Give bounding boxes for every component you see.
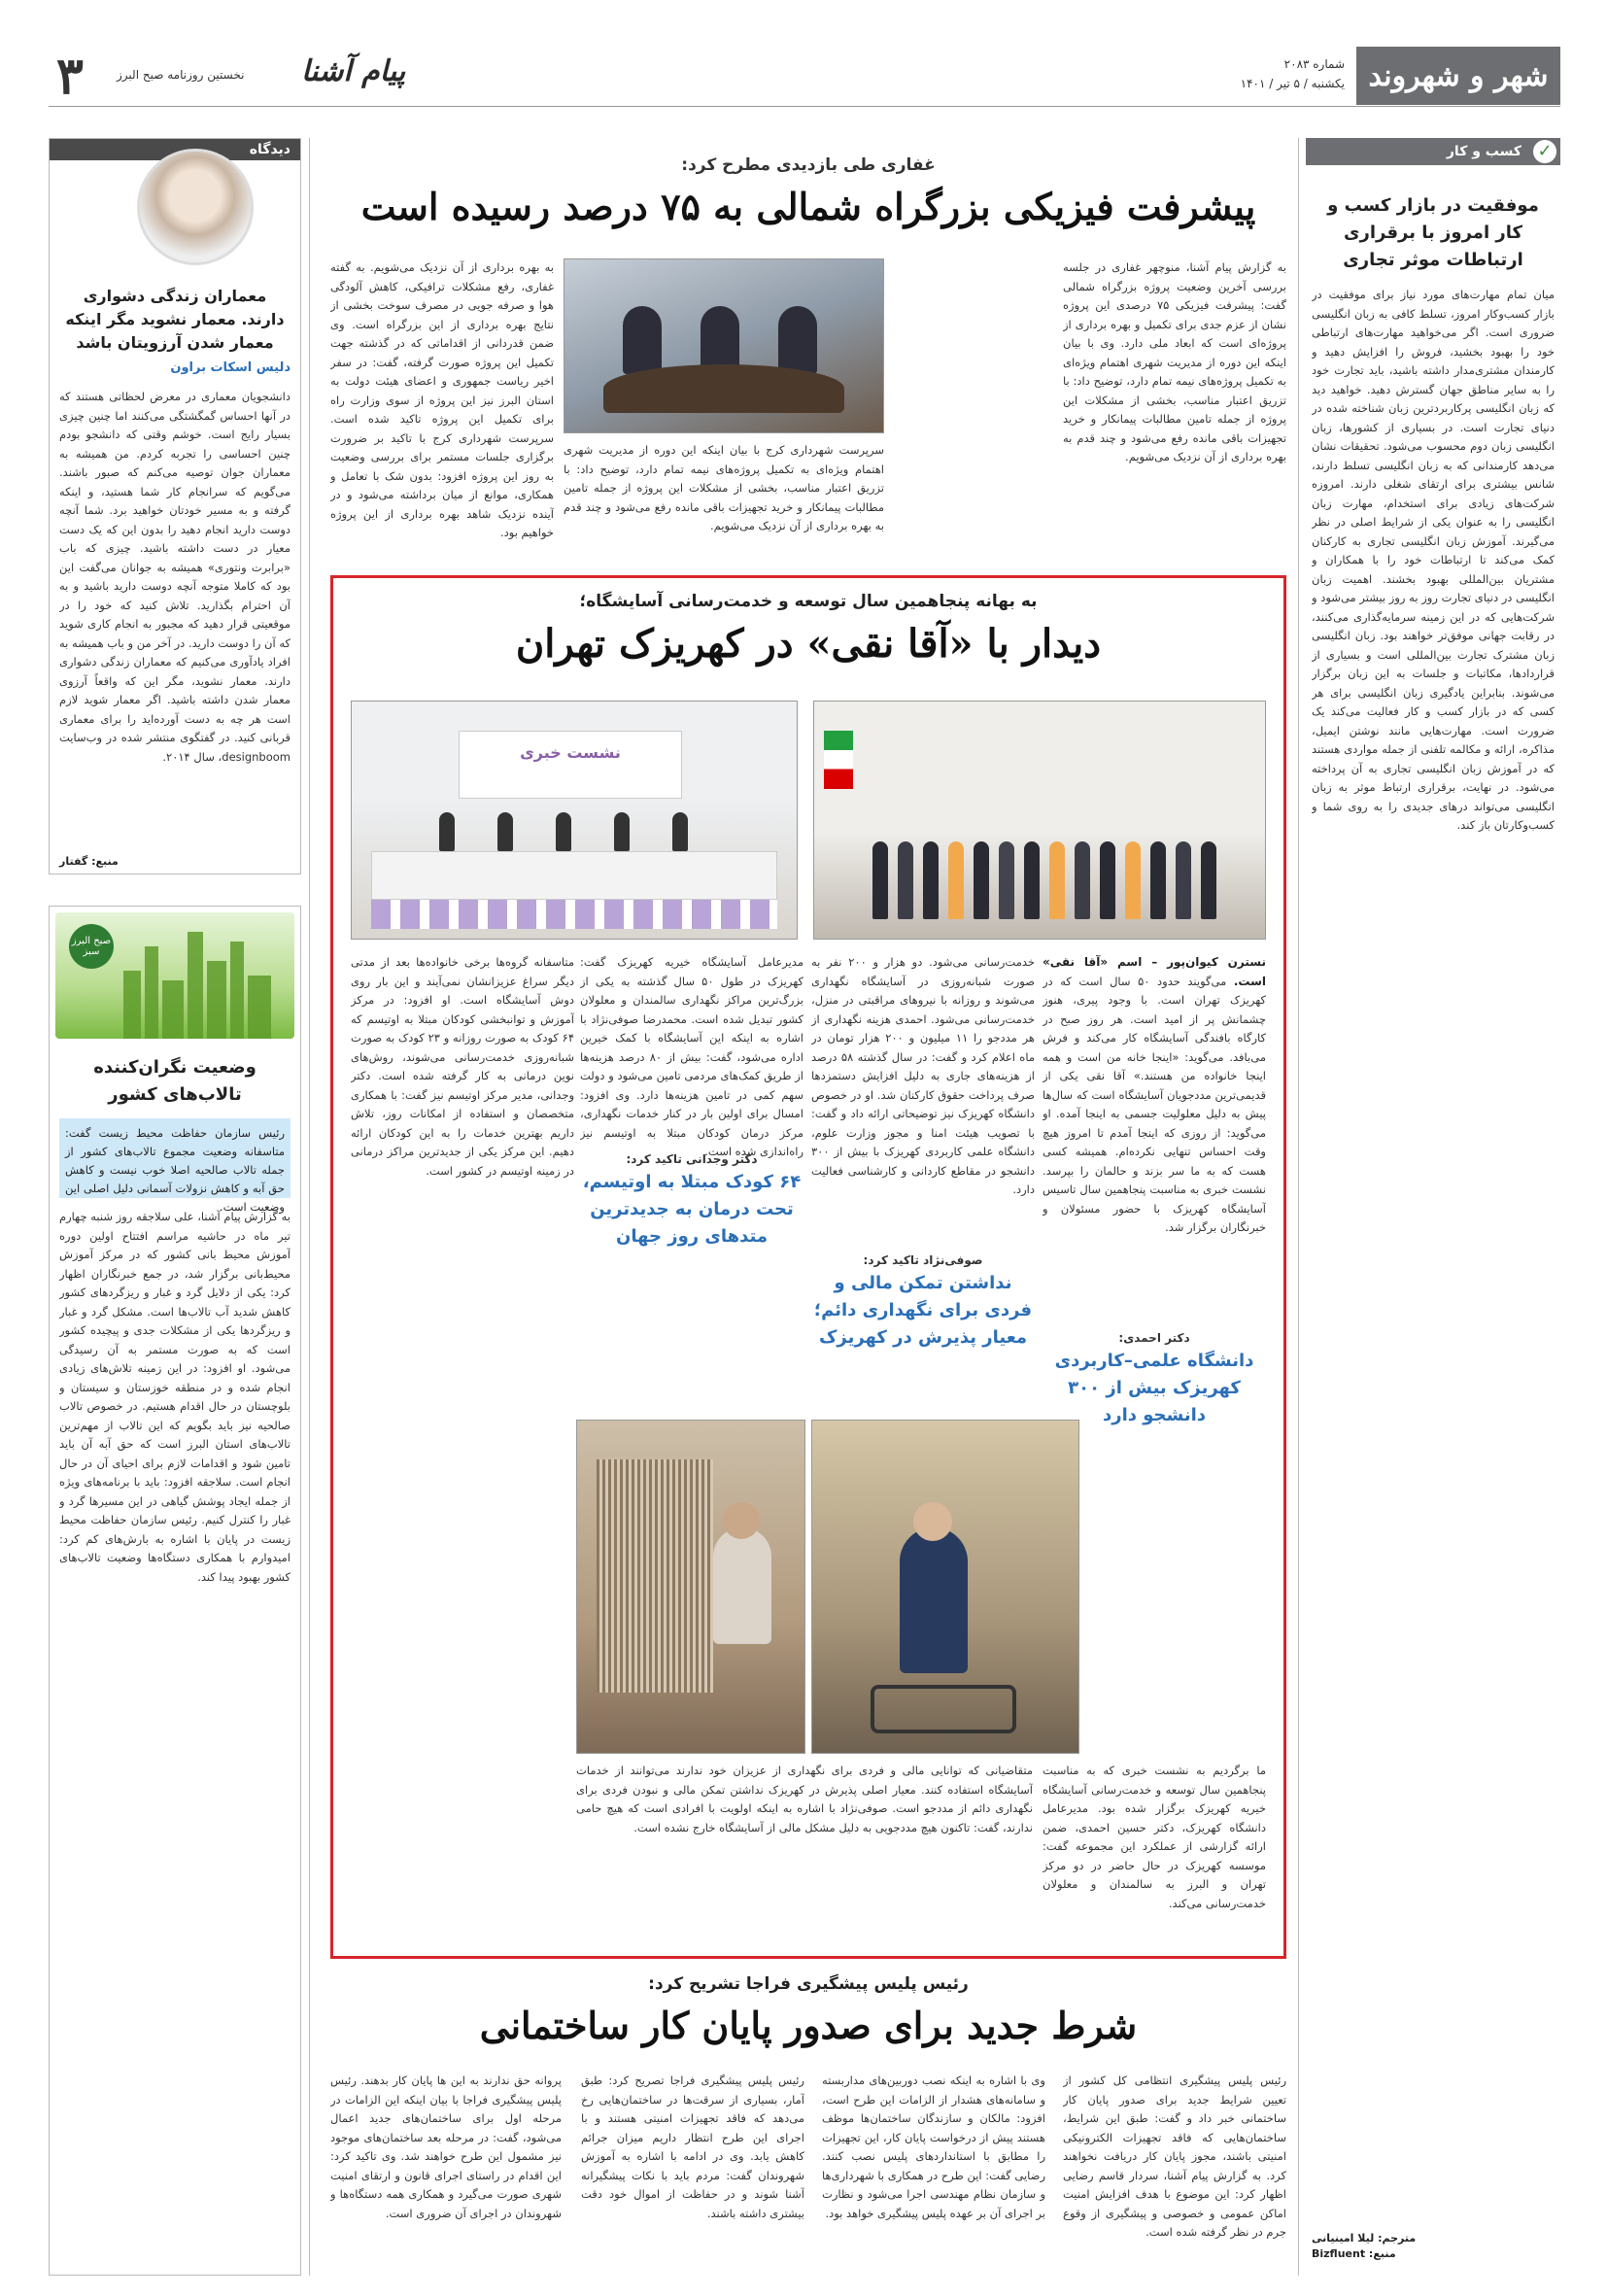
press-conference-photo [351,701,798,940]
main-content [321,138,1296,2276]
article2-col1-text: می‌گویند حدود ۵۰ سال است که در کهریزک تهران است. با وجود پیری، هنوز چشمانش پر از امید است. هر روز صبح در کارگاه بافندگی آسایشگاه کار می‌کند و فرش می‌بافد. می‌گوید: «اینجا خانه من است و همه اینجا خانواده من هستند.» آقا نقی یکی از قدیمی‌ترین مددجویان آسایشگاه است که سال‌ها پیش به دلیل معلولیت جسمی به اینجا آمده. او می‌گوید: از روزی که اینجا آمدم تا امروز هیچ وقت احساس تنهایی نکرده‌ام. همیشه کسی هست که به ما سر بزند و حالمان را بپرسد. نشست خبری به مناسبت پنجاهمین سال تاسیس آسایشگاه کهریزک با حضور مسئولان و خبرنگاران برگزار شد. [1043,974,1266,1234]
article2-kicker: به بهانه پنجاهمین سال توسعه و خدمت‌رسانی آسایشگاه؛ [579,592,1038,611]
wetlands-lead: رئیس سازمان حفاظت محیط زیست گفت: متاسفانه وضعیت مجموع تالاب‌های کشور از جمله تالاب صالحیه اصلا خوب نیست و کاهش حق آبه و کاهش نزولات آسمانی دلیل اصلی این وضعیت است. [59,1118,291,1198]
business-category-bar [1306,138,1560,165]
right-column [1306,138,1560,2276]
business-body: میان تمام مهارت‌های مورد نیاز برای موفقیت در بازار کسب‌وکار امروز، تسلط کافی به زبان انگلیسی ضروری است. اگر می‌خواهید مهارت‌های ارتباطی خود را بهبود بخشید، فروش را افزایش دهید و کارمندان مشتری‌مدار داشته باشید، باید تجارت خود را به سایر مناطق جهان گسترش دهید. خواهید دید که زبان انگلیسی پرکاربردترین زبان شناخته شده در دنیای تجارت است. در بسیاری از کشورها، زبان انگلیسی زبان دوم محسوب می‌شود. تحقیقات نشان می‌دهد کارمندانی که به زبان انگلیسی تسلط دارند، شانس بیشتری برای ارتقای شغلی دارند. امروزه شرکت‌های زیادی برای استخدام، مهارت زبان انگلیسی را به عنوان یکی از شرایط اصلی در نظر می‌گیرند. آموزش زبان انگلیسی تجاری به کارکنان کمک می‌کند تا ارتباطات خود را با همکاران و مشتریان بین‌المللی بهبود بخشند. اهمیت زبان انگلیسی در دنیای تجارت روز به روز بیشتر می‌شود و شرکت‌هایی که در این زمینه سرمایه‌گذاری می‌کنند، در رقابت جهانی موفق‌تر خواهند بود. زبان انگلیسی زبان مشترک تجارت بین‌المللی است و بسیاری از قراردادها، مکاتبات و جلسات به این زبان برگزار می‌شوند. بنابراین یادگیری زبان انگلیسی برای هر کسی که در بازار کسب‌ و کار فعالیت می‌کند یک ضرورت است. مهارت‌هایی مانند نوشتن ایمیل، مذاکره، ارائه و مکالمه تلفنی از جمله مواردی هستند که در آموزش زبان انگلیسی تجاری به آن پرداخته می‌شود. در نهایت، برقراری ارتباط موثر به زبان انگلیسی می‌تواند درهای جدیدی را به روی شما و کسب‌وکارتان باز کند. [1312,288,1555,832]
article2-col2: خدمت‌رسانی می‌شود. دو هزار و ۲۰۰ نفر به صورت شبانه‌روزی در آسایشگاه نگهداری می‌شوند و روزانه با نیروهای مراقبتی در منزل، خدمت‌رسانی می‌شود. احمدی هزینه نگهداری از هر مددجو را ۱۱ میلیون و ۲۰۰ هزار تومان در ماه اعلام کرد و گفت: در سال گذشته ۵۸ درصد از هزینه‌های جاری به دلیل افزایش دستمزدها صرف پرداخت حقوق کارکنان شد. او در خصوص دانشگاه کهریزک نیز توضیحاتی ارائه داد و گفت: با تصویب هیئت امنا و مجوز وزارت علوم، دانشگاه علمی کاربردی کهریزک با بیش از ۳۰۰ دانشجو در مقاطع کاردانی و کارشناسی فعالیت دارد. [811,955,1035,1196]
left-column [49,138,301,2276]
check-icon: ✓ [1533,140,1556,163]
group-photo [813,701,1266,940]
article1-kicker: غفاری طی بازدیدی مطرح کرد: [681,155,936,175]
opinion-category: دیدگاه [50,139,300,160]
article3-kicker: رئیس پلیس پیشگیری فراجا تشریح کرد: [648,1974,969,1994]
business-source-name: منبع: Bizfluent [1312,2247,1396,2260]
column-divider [309,138,310,2276]
issue-number: شماره ۲۰۸۳ [1283,57,1345,71]
issue-info [1241,54,1345,93]
elderly-woman-photo [811,1420,1079,1754]
brand-name: پیام آشنا [301,54,406,88]
article2-col2b: متقاضیانی که توانایی مالی و فردی برای نگهداری از عزیزان خود ندارند می‌توانند از خدمات آسایشگاه استفاده کنند. معیار اصلی پذیرش در کهریزک نداشتن تمکن مالی و نبودن فردی برای نگهداری دائم از مددجو است. صوفی‌نژاد با اشاره به اینکه اولویت با افرادی است که هیچ حامی ندارند، گفت: تاکنون هیچ مددجویی به دلیل مشکل مالی از آسایشگاه خارج نشده است. [576,1764,1033,1834]
issue-date: یکشنبه / ۵ تیر / ۱۴۰۱ [1240,77,1345,90]
article3-col2: وی با اشاره به اینکه نصب دوربین‌های مداربسته و سامانه‌های هشدار از الزامات این طرح است، افزود: مالکان و سازندگان ساختمان‌ها موظف هستند پیش از درخواست پایان کار، این تجهیزات را مطابق با استانداردهای پلیس نصب کنند. رضایی گفت: این طرح در همکاری با شهرداری‌ها و سازمان نظام مهندسی اجرا می‌شود و نظارت بر اجرای آن بر عهده پلیس پیشگیری خواهد بود. [822,2073,1045,2220]
opinion-author: دلیس اسکات براون [170,360,291,375]
opinion-source: منبع: گفتار [59,855,119,868]
quote-vejdani [580,1149,804,1251]
article1-headline: پیشرفت فیزیکی بزرگراه شمالی به ۷۵ درصد رسیده است [360,185,1256,228]
conference-banner: نشست خبری [459,731,682,799]
business-translator: مترجم: لیلا امینیانی [1312,2232,1417,2245]
quote-soufinejad [811,1251,1035,1352]
quote-soufinejad-speaker: صوفی‌نژاد تاکید کرد: [863,1253,983,1267]
tagline: نخستین روزنامه صبح البرز [117,68,245,82]
article2-col3-text: مدیرعامل آسایشگاه خیریه کهریزک گفت: کهریزک در طول ۵۰ سال گذشته به یکی از بزرگ‌ترین مراکز نگهداری سالمندان و معلولان کشور تبدیل شده است. محمدرضا صوفی‌نژاد با اشاره به اینکه این آسایشگاه با کمک خیرین اداره می‌شود، گفت: بیش از ۸۰ درصد هزینه‌ها از طریق کمک‌های مردمی تامین می‌شود و دولت سهم کمی در تامین هزینه‌ها دارد. وی افزود: امسال برای اولین بار در کنار خدمات نگهداری، مرکز درمان کودکان مبتلا به اوتیسم نیز راه‌اندازی شده است. [580,955,804,1158]
quote-ahmadi [1043,1328,1266,1429]
wetlands-headline: وضعیت نگران‌کننده تالاب‌های کشور [93,1057,256,1105]
article2-col1b: ما برگردیم به نشست خبری که به مناسبت پنجاهمین سال توسعه و خدمت‌رسانی آسایشگاه خیریه کهریزک برگزار شده بود. مدیرعامل دانشگاه کهریزک، دکتر حسین احمدی، ضمن ارائه گزارشی از عملکرد این مجموعه گفت: موسسه کهریزک در حال حاضر در دو مرکز تهران و البرز به سالمندان و معلولان خدمت‌رسانی می‌کند. [1043,1764,1266,1910]
article2-col1 [1043,953,1266,1319]
business-category: کسب و کار [1446,144,1522,159]
opinion-body: دانشجویان معماری در معرض لحظاتی هستند که در آنها احساس گمگشتگی می‌کنند اما چنین چیزی بسیار رایج است. خوشم وقتی که دانشجو بودم چنین احساسی را تجربه کردم. من همیشه به معماران جوان توصیه می‌کنم که صبور باشند. می‌گویم که سرانجام کار شما هستید، و اینکه گرفته و به مسیر خودتان خواهید برد. شما آنچه دوست دارید انجام دهید را بدون این که یک دست معیار در دست داشته باشید. چیزی که باب «برابرت ونتوری» همیشه به جوانان می‌گفت این بود که کاملا متوجه آنچه دوست دارید باشید و به آن احترام بگذارید. تلاش کنید که خود را در موقعیتی قرار دهید که مجبور به انجام کاری شوید که آن را دوست دارید. در آخر من و باب همیشه به افراد یادآوری می‌کنیم که معماران زندگی دشواری دارند. معمار نشوید، مگر این که واقعاً آرزوی معمار شدن داشته باشید. اگر معمار شوید لازم است هر چه به دست آورده‌اید را برای معماری قربانی کنید. در گفتگوی منتشر شده در وب‌سایت designboom، سال ۲۰۱۴. [59,390,291,764]
author-photo [137,149,254,265]
business-headline: موفقیت در بازار کسب‌ و کار امروز با برقراری ارتباطات موثر تجاری [1327,195,1539,270]
page-number: ۳ [56,47,84,106]
quote-ahmadi-text: دانشگاه علمی–کاربردی کهریزک بیش از ۳۰۰ دانشجو دارد [1054,1351,1254,1425]
meeting-photo [564,258,884,433]
quote-vejdani-text: ۶۴ کودک مبتلا به اوتیسم، تحت درمان به جدیدترین متدهای روز جهان [582,1172,802,1247]
article2-byline: نسترن کیوان‌پور – اسم «آقا نقی» است. [1043,955,1266,988]
article3-col1: رئیس پلیس پیشگیری انتظامی کل کشور از تعیین شرایط جدید برای صدور پایان کار ساختمانی خبر داد و گفت: طبق این شرایط، ساختمان‌هایی که فاقد تجهیزات الکترونیکی امنیتی باشند، مجوز پایان کار دریافت نخواهند کرد. به گزارش پیام آشنا، سردار قاسم رضایی اظهار کرد: این موضوع با هدف افزایش امنیت اماکن عمومی و خصوصی و پیشگیری از وقوع جرم در نظر گرفته شده است. [1063,2073,1286,2239]
wetlands-body: به گزارش پیام آشنا، علی سلاجقه روز شنبه چهارم تیر ماه در حاشیه مراسم افتتاح اولین دوره آموزش محیط بانی کشور که در مرکز آموزش محیط‌بانی برگزار شد، در جمع خبرنگاران اظهار کرد: یکی از دلایل گرد و غبار و ریزگردهای کشور کاهش شدید آب تالاب‌ها است. مشکل گرد و غبار و ریزگردها یکی از مشکلات جدی و پیچیده کشور است که به صورت مستمر به آن رسیدگی می‌شود. او افزود: در این زمینه تلاش‌های زیادی انجام شده و در منطقه خوزستان و سیستان و بلوچستان در حال اقدام هستیم. در خصوص تالاب صالحیه نیز باید بگویم که این تالاب از مهم‌ترین تالاب‌های استان البرز است که حق آبه آن باید تامین شود و اقدامات لازم برای احیای آن در حال انجام است. سلاجقه افزود: باید با برنامه‌های ویژه از جمله ایجاد پوشش گیاهی در این مسیرها گرد و غبار را کنترل کنیم. رئیس سازمان حفاظت محیط زیست در پایان با اشاره به بارش‌های کم کرد: امیدوارم با همکاری دستگاه‌ها وضعیت تالاب‌های کشور بهبود پیدا کند. [59,1210,291,1584]
kahrizak-feature [330,575,1286,1959]
quote-vejdani-speaker: دکتر وجدانی تاکید کرد: [626,1152,758,1166]
section-title: شهر و شهروند [1356,47,1560,105]
article2-col4: متاسفانه گروه‌ها برخی خانواده‌ها بعد از مدتی دیگر سراغ عزیزانشان نمی‌آیند و این بار روی دوش آسایشگاه است. او افزود: در مرکز آموزش و توانبخشی کودکان مبتلا به اوتیسم که ۶۴ کودک به صورت روزانه و ۲۳ کودک به صورت شبانه‌روزی خدمت‌رسانی می‌شوند، روش‌های نوین درمانی به کار گرفته شده است. دکتر وجدانی، مدیر مرکز اوتیسم نیز گفت: با همکاری متخصصان و استفاده از امکانات روز، تلاش داریم بهترین خدمات را به این کودکان ارائه دهیم. این مرکز یکی از جدیدترین مراکز درمانی در زمینه اوتیسم در کشور است. [351,955,574,1178]
opinion-headline: معماران زندگی دشواری دارند. معمار نشوید مگر اینکه معمار شدن آرزویتان باشد [65,287,285,352]
iran-flag-icon [824,731,853,789]
weaving-man-photo [576,1420,805,1754]
wetlands-box [49,906,301,2276]
green-section-tag: صبح البرز سبز [69,924,114,969]
green-city-illustration [55,912,294,1039]
article3-headline: شرط جدید برای صدور پایان کار ساختمانی [479,2004,1138,2047]
quote-soufinejad-text: نداشتن تمکن مالی و فردی برای نگهداری دائم؛ معیار پذیرش در کهریزک [813,1273,1033,1348]
opinion-box [49,138,301,874]
quote-ahmadi-speaker: دکتر احمدی: [1118,1331,1190,1345]
article2-headline: دیدار با «آقا نقی» در کهریزک تهران [515,621,1102,667]
article3-col4: پروانه حق ندارند به این ها پایان کار بدهند. رئیس پلیس پیشگیری فراجا با بیان اینکه این الزامات در مرحله اول برای ساختمان‌های جدید اعمال می‌شود، گفت: در مرحله بعد ساختمان‌های موجود نیز مشمول این طرح خواهند شد. وی تاکید کرد: این اقدام در راستای اجرای قانون و ارتقای امنیت شهری صورت می‌گیرد و همکاری همه دستگاه‌ها و شهروندان در اجرای آن ضروری است. [330,2073,562,2220]
article1-col3: به بهره برداری از آن نزدیک می‌شویم. به گفته غفاری، رفع مشکلات ترافیکی، کاهش آلودگی هوا و صرفه جویی در مصرف سوخت بخشی از نتایج بهره برداری از این بزرگراه است. وی ضمن قدردانی از اقداماتی که در گذشته جهت تکمیل این پروژه صورت گرفته، گفت: در سفر اخیر ریاست جمهوری و اعضای هیئت دولت به استان البرز نیز این پروژه از سوی وزارت راه برای تکمیل این پروژه تاکید شده است. سرپرست شهرداری کرج با تاکید بر ضرورت برگزاری جلسات مستمر برای بررسی وضعیت به روز این پروژه افزود: بدون شک با تعامل و همکاری، موانع از میان برداشته می‌شود و در آینده نزدیک شاهد بهره برداری از این پروژه خواهیم بود. [330,260,554,539]
page-header [49,47,1560,107]
article1-col2: سرپرست شهرداری کرج با بیان اینکه این دوره از مدیریت شهری اهتمام ویژه‌ای به تکمیل پروژه‌های نیمه تمام دارد، توضیح داد: با تزریق اعتبار مناسب، بخشی از مشکلات این پروژه از جمله تامین مطالبات پیمانکار و خرید تجهیزات باقی مانده رفع می‌شود و چند قدم به بهره برداری از آن نزدیک می‌شویم. [564,443,884,532]
newspaper-logo [117,54,466,99]
column-divider [1298,138,1299,2276]
article3-col3: رئیس پلیس پیشگیری فراجا تصریح کرد: طبق آمار، بسیاری از سرقت‌ها در ساختمان‌هایی رخ می‌دهد که فاقد تجهیزات امنیتی هستند و با اجرای این طرح انتظار داریم میزان جرائم کاهش یابد. وی در ادامه با اشاره به آموزش شهروندان گفت: مردم باید با نکات پیشگیرانه آشنا شوند و در حفاظت از اموال خود دقت بیشتری داشته باشند. [581,2073,804,2220]
business-source [1312,2231,1416,2262]
article1-col1: به گزارش پیام آشنا، منوچهر غفاری در جلسه بررسی آخرین وضعیت پروژه بزرگراه شمالی گفت: پیشرفت فیزیکی ۷۵ درصدی این پروژه نشان از عزم جدی برای تکمیل و بهره برداری از پروژه‌ای است که ابعاد ملی دارد. وی با بیان اینکه این دوره از مدیریت شهری اهتمام ویژه‌ای به تکمیل پروژه‌های نیمه تمام دارد، توضیح داد: با تزریق اعتبار مناسب، بخشی از مشکلات این پروژه از جمله تامین مطالبات پیمانکار و خرید تجهیزات باقی مانده رفع می‌شود و چند قدم به بهره برداری از آن نزدیک می‌شویم. [1063,260,1286,463]
